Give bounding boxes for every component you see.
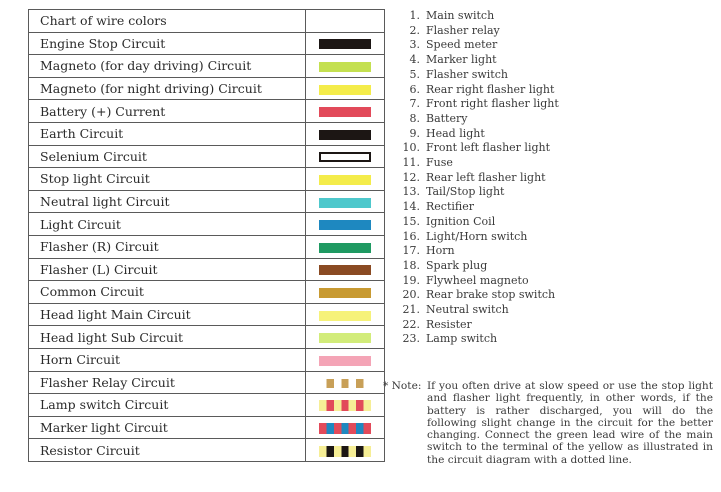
- legend-text: Spark plug: [426, 258, 488, 272]
- wire-color-swatch: [319, 107, 371, 117]
- wire-color-swatch: [319, 333, 371, 343]
- chart-row: [29, 55, 385, 78]
- wire-color-swatch: [319, 39, 371, 49]
- chart-row: [29, 168, 385, 191]
- wire-color-swatch: [319, 62, 371, 72]
- legend-text: Light/Horn switch: [426, 229, 528, 243]
- wire-color-swatch: [319, 220, 371, 230]
- legend-item: [398, 68, 559, 83]
- circuit-label: Flasher (L) Circuit: [29, 258, 306, 281]
- legend-item: [398, 318, 559, 333]
- circuit-label: Magneto (for night driving) Circuit: [29, 77, 306, 100]
- swatch-cell: [306, 281, 385, 304]
- chart-row: [29, 122, 385, 145]
- circuit-label: Stop light Circuit: [29, 168, 306, 191]
- legend-item: [398, 24, 559, 39]
- wire-color-swatch: [319, 311, 371, 321]
- legend-item: [398, 215, 559, 230]
- swatch-cell: [306, 100, 385, 123]
- circuit-label: Engine Stop Circuit: [29, 32, 306, 55]
- swatch-cell: [306, 371, 385, 394]
- legend-item: [398, 200, 559, 215]
- legend-item: [398, 288, 559, 303]
- circuit-label: Marker light Circuit: [29, 416, 306, 439]
- swatch-cell: [306, 190, 385, 213]
- circuit-label: Lamp switch Circuit: [29, 394, 306, 417]
- swatch-cell: [306, 32, 385, 55]
- circuit-label: Horn Circuit: [29, 348, 306, 371]
- legend-text: Horn: [426, 244, 455, 258]
- wire-color-swatch: [319, 130, 371, 140]
- legend-number: 19.: [402, 273, 420, 287]
- wire-color-swatch: [319, 400, 371, 411]
- legend-text: Front left flasher light: [426, 141, 551, 155]
- legend-number: 16.: [402, 229, 420, 243]
- swatch-cell: [306, 394, 385, 417]
- legend-number: 15.: [402, 214, 420, 228]
- chart-row: [29, 32, 385, 55]
- swatch-cell: [306, 326, 385, 349]
- wire-color-chart: [28, 9, 385, 462]
- legend-number: 13.: [402, 185, 420, 199]
- legend-number: 1.: [409, 9, 420, 22]
- legend-number: 4.: [409, 53, 420, 67]
- chart-row: [29, 348, 385, 371]
- wire-color-swatch: [319, 446, 371, 457]
- chart-header-row: [29, 10, 385, 33]
- wire-color-swatch: [319, 85, 371, 95]
- chart-row: [29, 416, 385, 439]
- note-label: * Note:: [383, 380, 422, 392]
- legend-item: [398, 97, 559, 112]
- legend-number: 2.: [409, 23, 420, 37]
- chart-row: [29, 303, 385, 326]
- chart-row: [29, 77, 385, 100]
- swatch-cell: [306, 416, 385, 439]
- swatch-cell: [306, 55, 385, 78]
- legend-number: 11.: [402, 156, 420, 170]
- legend-item: [398, 171, 559, 186]
- legend-number: 8.: [409, 111, 420, 125]
- chart-header-swatch-cell: [306, 10, 385, 33]
- wire-color-swatch: [319, 423, 371, 434]
- circuit-label: Flasher (R) Circuit: [29, 235, 306, 258]
- chart-title: Chart of wire colors: [29, 10, 306, 33]
- legend-text: Resister: [426, 317, 472, 331]
- chart-row: [29, 235, 385, 258]
- chart-row: [29, 439, 385, 462]
- chart-row: [29, 100, 385, 123]
- legend-item: [398, 9, 559, 24]
- legend-text: Rear right flasher light: [426, 82, 555, 96]
- legend-text: Rear left flasher light: [426, 170, 546, 184]
- legend-text: Tail/Stop light: [426, 185, 505, 199]
- legend-item: [398, 141, 559, 156]
- legend-number: 21.: [402, 303, 420, 317]
- legend-item: [398, 259, 559, 274]
- circuit-label: Battery (+) Current: [29, 100, 306, 123]
- legend-number: 7.: [409, 97, 420, 111]
- wire-color-swatch: [319, 152, 371, 162]
- legend-text: Rectifier: [426, 200, 474, 214]
- legend-text: Front right flasher light: [426, 97, 559, 111]
- legend-text: Ignition Coil: [426, 214, 496, 228]
- chart-row: [29, 258, 385, 281]
- legend-number: 12.: [402, 170, 420, 184]
- wire-color-swatch: [319, 265, 371, 275]
- wire-color-swatch: [319, 356, 371, 366]
- legend-text: Main switch: [426, 9, 495, 22]
- circuit-label: Head light Main Circuit: [29, 303, 306, 326]
- legend-item: [398, 332, 559, 347]
- chart-row: [29, 145, 385, 168]
- legend-number: 9.: [409, 126, 420, 140]
- swatch-cell: [306, 168, 385, 191]
- circuit-label: Earth Circuit: [29, 122, 306, 145]
- wire-color-swatch: [319, 288, 371, 298]
- chart-row: [29, 281, 385, 304]
- swatch-cell: [306, 145, 385, 168]
- circuit-label: Selenium Circuit: [29, 145, 306, 168]
- circuit-label: Magneto (for day driving) Circuit: [29, 55, 306, 78]
- legend-item: [398, 274, 559, 289]
- legend-text: Fuse: [426, 156, 453, 170]
- legend-text: Flasher relay: [426, 23, 500, 37]
- swatch-cell: [306, 77, 385, 100]
- chart-row: [29, 371, 385, 394]
- circuit-label: Flasher Relay Circuit: [29, 371, 306, 394]
- circuit-label: Neutral light Circuit: [29, 190, 306, 213]
- swatch-cell: [306, 303, 385, 326]
- legend-item: [398, 244, 559, 259]
- swatch-cell: [306, 122, 385, 145]
- legend-number: 10.: [402, 141, 420, 155]
- legend-item: [398, 112, 559, 127]
- legend-item: [398, 127, 559, 142]
- legend-number: 17.: [402, 244, 420, 258]
- chart-row: [29, 213, 385, 236]
- swatch-cell: [306, 235, 385, 258]
- legend-item: [398, 303, 559, 318]
- legend-text: Lamp switch: [426, 332, 498, 346]
- legend-number: 5.: [409, 67, 420, 81]
- legend-number: 22.: [402, 317, 420, 331]
- swatch-cell: [306, 258, 385, 281]
- legend-text: Flasher switch: [426, 67, 508, 81]
- legend-text: Rear brake stop switch: [426, 288, 556, 302]
- legend-item: [398, 230, 559, 245]
- legend-item: [398, 156, 559, 171]
- swatch-cell: [306, 348, 385, 371]
- wire-color-swatch: [319, 175, 371, 185]
- legend-number: 3.: [409, 38, 420, 52]
- legend-number: 18.: [402, 258, 420, 272]
- swatch-cell: [306, 213, 385, 236]
- legend-text: Speed meter: [426, 38, 498, 52]
- legend-item: [398, 185, 559, 200]
- note-text: If you often drive at slow speed or use the stop light and flasher light frequently, in other words, if the battery is rather discharged, you will do the following slight change in the circuit for the better changing. Connect the green lead wire of the main switch to the terminal of the yellow as illustrated in the circuit diagram with a dotted line.: [427, 380, 713, 466]
- chart-row: [29, 190, 385, 213]
- legend-item: [398, 83, 559, 98]
- legend-item: [398, 38, 559, 53]
- legend-item: [398, 53, 559, 68]
- wire-color-swatch: [319, 243, 371, 253]
- component-legend: [398, 9, 559, 347]
- legend-number: 14.: [402, 200, 420, 214]
- legend-number: 23.: [402, 332, 420, 346]
- wire-color-swatch: [319, 198, 371, 208]
- legend-text: Head light: [426, 126, 485, 140]
- chart-row: [29, 326, 385, 349]
- legend-text: Marker light: [426, 53, 497, 67]
- circuit-label: Common Circuit: [29, 281, 306, 304]
- legend-text: Battery: [426, 111, 468, 125]
- legend-number: 6.: [409, 82, 420, 96]
- chart-row: [29, 394, 385, 417]
- legend-text: Neutral switch: [426, 303, 509, 317]
- circuit-label: Head light Sub Circuit: [29, 326, 306, 349]
- legend-text: Flywheel magneto: [426, 273, 529, 287]
- wire-color-chart-body: [29, 10, 385, 462]
- legend-number: 20.: [402, 288, 420, 302]
- circuit-label: Resistor Circuit: [29, 439, 306, 462]
- wire-color-swatch: [319, 379, 371, 388]
- swatch-cell: [306, 439, 385, 462]
- note-block: [383, 380, 713, 466]
- circuit-label: Light Circuit: [29, 213, 306, 236]
